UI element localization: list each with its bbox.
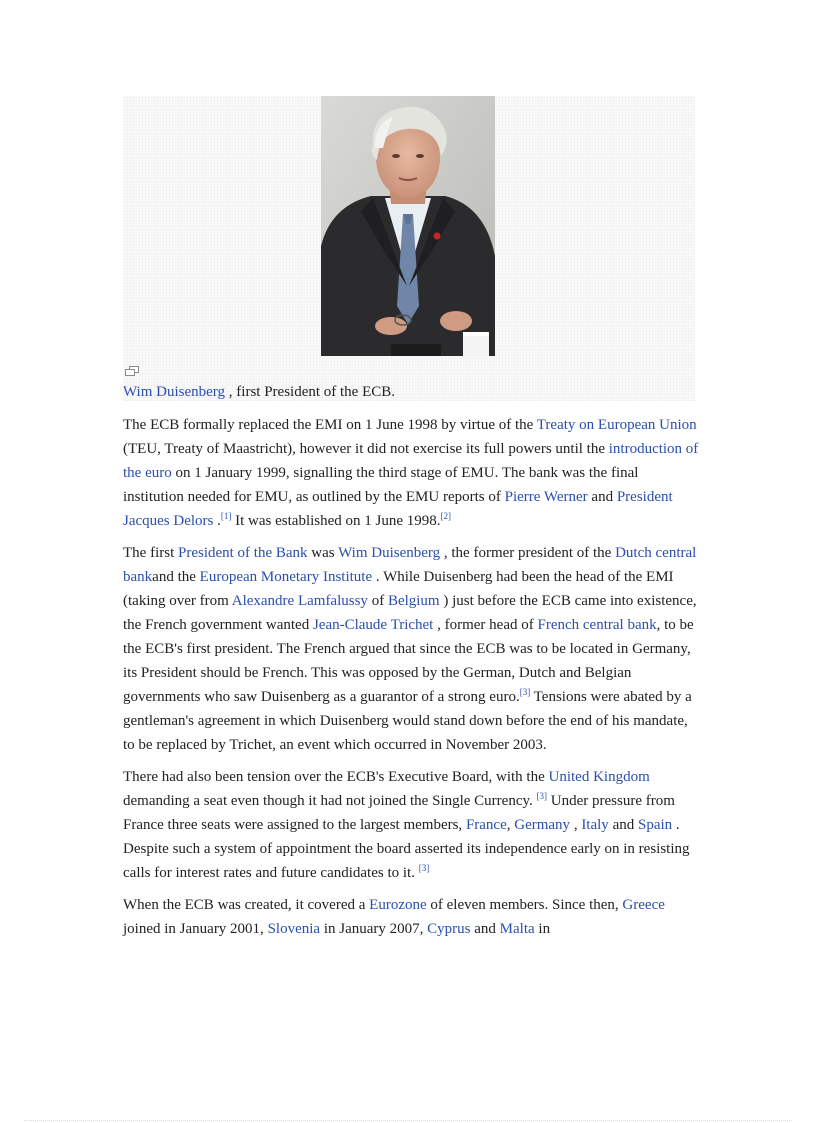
text: , the former president of the xyxy=(440,545,616,561)
figure-caption xyxy=(123,382,395,402)
text: . While Duisenberg had been the head of the EMI (taking over from xyxy=(123,569,674,609)
link-malta[interactable]: Malta xyxy=(499,921,535,937)
article-body xyxy=(123,413,703,941)
thumbnail-figure xyxy=(123,96,695,401)
paragraph-2 xyxy=(123,541,703,757)
text: (TEU, Treaty of Maastricht), however it did not exercise its full powers until the xyxy=(123,441,609,457)
link-france[interactable]: France xyxy=(465,817,507,833)
citation-3[interactable]: [3] xyxy=(536,791,548,801)
text: was xyxy=(307,545,339,561)
text: demanding a seat even though it had not joined the Single Currency. xyxy=(123,793,537,809)
paragraph-4 xyxy=(123,893,703,941)
text: and xyxy=(587,489,617,505)
caption-text: , first President of the ECB. xyxy=(225,384,396,400)
text: , xyxy=(506,817,515,833)
enlarge-icon[interactable] xyxy=(125,366,139,376)
text: of xyxy=(367,593,388,609)
text: Under pressure from France three seats were assigned to the largest members, xyxy=(123,793,675,833)
text: There had also been tension over the ECB's Executive Board, with the xyxy=(123,769,549,785)
text: . Despite such a system of appointment the board asserted its independence early on in resisting calls for interest rates and future candidates to it. xyxy=(123,817,690,881)
link-germany[interactable]: Germany xyxy=(514,817,571,833)
article-page xyxy=(123,96,703,941)
link-alexandre-lamfalussy[interactable]: Alexandre Lamfalussy xyxy=(231,593,368,609)
link-italy[interactable]: Italy xyxy=(581,817,609,833)
text: The first xyxy=(123,545,178,561)
text: ) just before the ECB came into existence, the French government wanted xyxy=(123,593,697,633)
citation-1[interactable]: [1] xyxy=(220,511,232,521)
text: on 1 January 1999, signalling the third stage of EMU. The bank was the final institution needed for EMU, as outlined by the EMU reports of xyxy=(123,465,639,505)
link-greece[interactable]: Greece xyxy=(622,897,665,913)
text: in xyxy=(534,921,551,937)
link-belgium[interactable]: Belgium xyxy=(387,593,440,609)
link-introduction-of-the-euro[interactable]: introduction of the euro xyxy=(123,441,699,481)
text: in January 2007, xyxy=(320,921,428,937)
text: When the ECB was created, it covered a xyxy=(123,897,370,913)
text: , to be the ECB's first president. The French argued that since the ECB was to be located in Germany, its President should be French. This was opposed by the German, Dutch and Belgian governments who saw Duisenberg as a guarantor of a strong euro. xyxy=(123,617,694,705)
link-jean-claude-trichet[interactable]: Jean-Claude Trichet xyxy=(312,617,434,633)
link-pierre-werner[interactable]: Pierre Werner xyxy=(504,489,588,505)
text: of eleven members. Since then, xyxy=(426,897,623,913)
text: joined in January 2001, xyxy=(123,921,268,937)
text: and xyxy=(608,817,638,833)
citation-2[interactable]: [2] xyxy=(440,511,452,521)
link-president-jacques-delors[interactable]: President Jacques Delors xyxy=(123,489,673,529)
text: and xyxy=(470,921,500,937)
link-cyprus[interactable]: Cyprus xyxy=(427,921,471,937)
link-spain[interactable]: Spain xyxy=(637,817,673,833)
link-european-monetary-institute[interactable]: European Monetary Institute xyxy=(199,569,373,585)
link-wim-duisenberg[interactable]: Wim Duisenberg xyxy=(338,545,441,561)
text: Tensions were abated by a gentleman's agreement in which Duisenberg would stand down before the end of his mandate, to be replaced by Trichet, an event which occurred in November 2003. xyxy=(123,689,692,753)
text: , xyxy=(570,817,582,833)
link-french-central-bank[interactable]: French central bank xyxy=(537,617,657,633)
link-eurozone[interactable]: Eurozone xyxy=(369,897,427,913)
link-treaty-on-european-union[interactable]: Treaty on European Union xyxy=(536,417,697,433)
caption-link-wim-duisenberg[interactable]: Wim Duisenberg xyxy=(123,384,226,400)
text: . xyxy=(213,513,221,529)
citation-3[interactable]: [3] xyxy=(519,687,531,697)
text: The ECB formally replaced the EMI on 1 June 1998 by virtue of the xyxy=(123,417,537,433)
link-united-kingdom[interactable]: United Kingdom xyxy=(548,769,650,785)
text: and the xyxy=(152,569,200,585)
link-dutch-central-bank[interactable]: Dutch central bank xyxy=(123,545,697,585)
page-bottom-divider xyxy=(24,1120,792,1121)
portrait-photo[interactable] xyxy=(321,96,495,356)
link-slovenia[interactable]: Slovenia xyxy=(267,921,321,937)
link-president-of-the-bank[interactable]: President of the Bank xyxy=(177,545,308,561)
paragraph-3 xyxy=(123,765,703,885)
citation-3[interactable]: [3] xyxy=(418,863,430,873)
paragraph-1 xyxy=(123,413,703,533)
text: , former head of xyxy=(433,617,538,633)
text: It was established on 1 June 1998. xyxy=(231,513,441,529)
